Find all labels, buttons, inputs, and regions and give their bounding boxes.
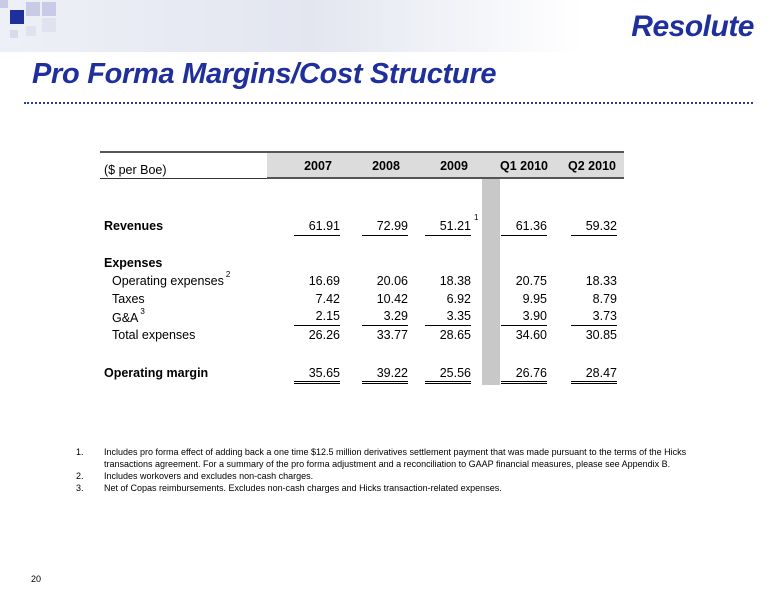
double-underline <box>425 381 471 382</box>
decorative-square <box>10 30 18 38</box>
underline <box>571 235 617 236</box>
margin-2008: 39.22 <box>376 366 408 380</box>
ga-q2-2010: 3.73 <box>592 309 617 323</box>
underline <box>425 235 471 236</box>
operating-expenses-footnote: 2 <box>225 270 231 279</box>
underline <box>501 235 547 236</box>
double-underline <box>571 381 617 382</box>
column-header: 2007 <box>304 159 332 173</box>
ga-2009: 3.35 <box>446 309 471 323</box>
total-2009: 28.65 <box>439 328 471 342</box>
underline <box>294 325 340 326</box>
taxes-2007: 7.42 <box>315 292 340 306</box>
header-top-rule <box>100 151 267 153</box>
double-underline <box>362 381 408 382</box>
row-label-total-expenses: Total expenses <box>112 328 196 342</box>
taxes-q2-2010: 8.79 <box>592 292 617 306</box>
double-underline <box>425 383 471 384</box>
double-underline <box>501 383 547 384</box>
underline <box>571 325 617 326</box>
decorative-square <box>0 0 8 8</box>
revenues-2009-footnote: 1 <box>474 213 479 222</box>
margin-2009: 25.56 <box>439 366 471 380</box>
company-logo: Resolute <box>631 10 754 43</box>
underline <box>501 325 547 326</box>
opex-2008: 20.06 <box>376 274 408 288</box>
double-underline <box>362 383 408 384</box>
taxes-2009: 6.92 <box>446 292 471 306</box>
footnote-number: 2. <box>76 471 84 481</box>
column-header: Q2 2010 <box>568 159 616 173</box>
underline <box>425 325 471 326</box>
footnote-number: 1. <box>76 447 84 457</box>
total-2007: 26.26 <box>308 328 340 342</box>
margin-q2-2010: 28.47 <box>585 366 617 380</box>
margin-2007: 35.65 <box>308 366 340 380</box>
double-underline <box>571 383 617 384</box>
revenues-2009: 51.21 <box>439 219 471 233</box>
decorative-square <box>42 18 56 32</box>
revenues-q1-2010: 61.36 <box>515 219 547 233</box>
row-label-operating-margin: Operating margin <box>104 366 209 380</box>
ga-footnote: 3 <box>140 307 145 316</box>
column-header: 2009 <box>440 159 468 173</box>
ga-2007: 2.15 <box>315 309 340 323</box>
total-q1-2010: 34.60 <box>515 328 547 342</box>
revenues-2008: 72.99 <box>376 219 408 233</box>
decorative-square <box>42 2 56 16</box>
underline <box>362 325 408 326</box>
taxes-2008: 10.42 <box>376 292 408 306</box>
taxes-q1-2010: 9.95 <box>522 292 547 306</box>
footnote-number: 3. <box>76 483 84 493</box>
footnote <box>76 482 726 494</box>
header-bottom-rule <box>267 177 624 179</box>
unit-underline <box>100 178 267 179</box>
revenues-2007: 61.91 <box>308 219 340 233</box>
ga-q1-2010: 3.90 <box>522 309 547 323</box>
footnote <box>76 446 726 470</box>
double-underline <box>501 381 547 382</box>
ga-label: G&A <box>112 311 139 325</box>
decorative-square <box>10 10 24 24</box>
page-number: 20 <box>31 574 42 584</box>
double-underline <box>294 381 340 382</box>
decorative-square <box>26 26 36 36</box>
underline <box>294 235 340 236</box>
total-q2-2010: 30.85 <box>585 328 617 342</box>
double-underline <box>294 383 340 384</box>
row-label-revenues: Revenues <box>104 219 164 233</box>
column-header: 2008 <box>372 159 400 173</box>
opex-2007: 16.69 <box>308 274 340 288</box>
margins-table <box>100 151 624 391</box>
footnotes <box>76 446 726 494</box>
margin-q1-2010: 26.76 <box>515 366 547 380</box>
row-label-ga <box>112 307 145 325</box>
decorative-square <box>26 2 40 16</box>
opex-2009: 18.38 <box>439 274 471 288</box>
page-title: Pro Forma Margins/Cost Structure <box>32 58 497 90</box>
footnote-text: Includes workovers and excludes non-cash charges. <box>104 471 314 481</box>
ga-2008: 3.29 <box>383 309 408 323</box>
footnote-text: Net of Copas reimbursements. Excludes non-cash charges and Hicks transaction-related expenses. <box>104 483 502 493</box>
unit-label: ($ per Boe) <box>104 163 167 177</box>
row-label-operating-expenses <box>112 270 231 288</box>
opex-q1-2010: 20.75 <box>515 274 547 288</box>
underline <box>362 235 408 236</box>
operating-expenses-label: Operating expenses <box>112 274 224 288</box>
row-label-taxes: Taxes <box>112 292 145 306</box>
total-2008: 33.77 <box>376 328 408 342</box>
section-label-expenses: Expenses <box>104 256 163 270</box>
footnote <box>76 470 726 482</box>
footnote-text: Includes pro forma effect of adding back a one time $12.5 million derivatives settlement payment that was made pursuant to the terms of the Hicks transactions agreement. For a summary of the pro forma adjustment and a reconciliation to GAAP financial measures, please see Appendix B. <box>104 447 687 469</box>
revenues-q2-2010: 59.32 <box>585 219 617 233</box>
title-divider <box>24 102 753 104</box>
opex-q2-2010: 18.33 <box>585 274 617 288</box>
column-header: Q1 2010 <box>500 159 548 173</box>
